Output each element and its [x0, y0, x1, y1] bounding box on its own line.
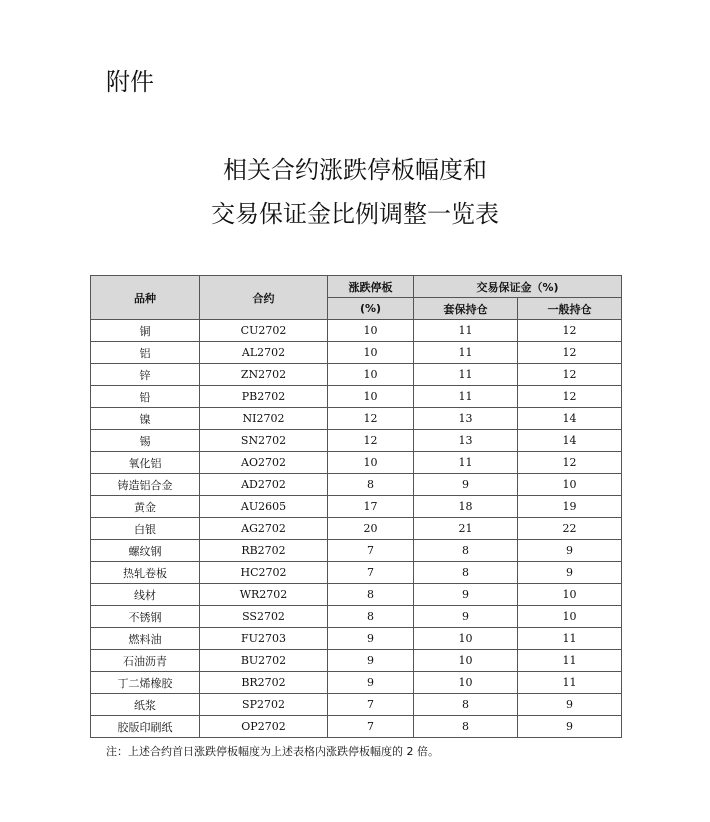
- header-margin: 交易保证金（%): [414, 276, 622, 298]
- cell-contract: SP2702: [200, 694, 328, 716]
- cell-limit: 10: [328, 320, 414, 342]
- table-row: [91, 716, 622, 738]
- cell-limit: 10: [328, 364, 414, 386]
- cell-contract: RB2702: [200, 540, 328, 562]
- table-row: [91, 518, 622, 540]
- header-contract: 合约: [200, 276, 328, 320]
- footnote: 注：上述合约首日涨跌停板幅度为上述表格内涨跌停板幅度的 2 倍。: [106, 745, 439, 758]
- cell-general-margin: 10: [518, 474, 622, 496]
- cell-limit: 12: [328, 430, 414, 452]
- cell-hedge-margin: 9: [414, 606, 518, 628]
- cell-general-margin: 9: [518, 716, 622, 738]
- table-row: [91, 452, 622, 474]
- cell-contract: SS2702: [200, 606, 328, 628]
- cell-hedge-margin: 11: [414, 342, 518, 364]
- table-row: [91, 606, 622, 628]
- cell-contract: BU2702: [200, 650, 328, 672]
- cell-variety: 丁二烯橡胶: [91, 672, 200, 694]
- header-limit: 涨跌停板: [328, 276, 414, 298]
- header-hedge: 套保持仓: [414, 298, 518, 320]
- cell-variety: 石油沥青: [91, 650, 200, 672]
- cell-variety: 铜: [91, 320, 200, 342]
- cell-contract: NI2702: [200, 408, 328, 430]
- table-row: [91, 474, 622, 496]
- cell-variety: 燃料油: [91, 628, 200, 650]
- cell-variety: 铸造铝合金: [91, 474, 200, 496]
- cell-limit: 8: [328, 606, 414, 628]
- cell-general-margin: 14: [518, 408, 622, 430]
- cell-variety: 锡: [91, 430, 200, 452]
- table-row: [91, 408, 622, 430]
- table-row: [91, 496, 622, 518]
- header-variety: 品种: [91, 276, 200, 320]
- cell-general-margin: 12: [518, 452, 622, 474]
- cell-contract: AD2702: [200, 474, 328, 496]
- cell-limit: 17: [328, 496, 414, 518]
- cell-general-margin: 11: [518, 628, 622, 650]
- table-row: [91, 540, 622, 562]
- cell-variety: 铅: [91, 386, 200, 408]
- cell-limit: 10: [328, 386, 414, 408]
- adjustment-table: [90, 275, 622, 738]
- cell-hedge-margin: 18: [414, 496, 518, 518]
- cell-hedge-margin: 9: [414, 474, 518, 496]
- cell-hedge-margin: 8: [414, 540, 518, 562]
- table-row: [91, 650, 622, 672]
- cell-general-margin: 12: [518, 386, 622, 408]
- cell-variety: 镍: [91, 408, 200, 430]
- cell-variety: 纸浆: [91, 694, 200, 716]
- cell-contract: AL2702: [200, 342, 328, 364]
- cell-general-margin: 10: [518, 606, 622, 628]
- table-row: [91, 584, 622, 606]
- cell-general-margin: 22: [518, 518, 622, 540]
- cell-variety: 氧化铝: [91, 452, 200, 474]
- attachment-label: 附件: [106, 68, 154, 96]
- cell-hedge-margin: 10: [414, 672, 518, 694]
- cell-contract: OP2702: [200, 716, 328, 738]
- cell-hedge-margin: 9: [414, 584, 518, 606]
- cell-hedge-margin: 8: [414, 694, 518, 716]
- cell-general-margin: 12: [518, 342, 622, 364]
- cell-general-margin: 10: [518, 584, 622, 606]
- cell-limit: 9: [328, 650, 414, 672]
- cell-limit: 8: [328, 474, 414, 496]
- cell-limit: 9: [328, 628, 414, 650]
- table-row: [91, 342, 622, 364]
- cell-limit: 9: [328, 672, 414, 694]
- table-row: [91, 430, 622, 452]
- table-row: [91, 694, 622, 716]
- cell-limit: 8: [328, 584, 414, 606]
- cell-contract: AO2702: [200, 452, 328, 474]
- cell-contract: CU2702: [200, 320, 328, 342]
- table-body: [91, 320, 622, 738]
- cell-general-margin: 9: [518, 562, 622, 584]
- table-row: [91, 672, 622, 694]
- cell-variety: 螺纹钢: [91, 540, 200, 562]
- document-title-line-1: 相关合约涨跌停板幅度和: [223, 156, 487, 184]
- cell-general-margin: 12: [518, 364, 622, 386]
- cell-general-margin: 14: [518, 430, 622, 452]
- cell-contract: PB2702: [200, 386, 328, 408]
- cell-hedge-margin: 11: [414, 320, 518, 342]
- cell-contract: HC2702: [200, 562, 328, 584]
- cell-hedge-margin: 8: [414, 562, 518, 584]
- table-row: [91, 364, 622, 386]
- cell-limit: 12: [328, 408, 414, 430]
- cell-general-margin: 11: [518, 650, 622, 672]
- cell-limit: 7: [328, 694, 414, 716]
- header-general: 一般持仓: [518, 298, 622, 320]
- cell-contract: FU2703: [200, 628, 328, 650]
- cell-variety: 不锈钢: [91, 606, 200, 628]
- cell-limit: 7: [328, 716, 414, 738]
- cell-variety: 白银: [91, 518, 200, 540]
- cell-general-margin: 9: [518, 540, 622, 562]
- cell-limit: 10: [328, 452, 414, 474]
- cell-contract: AU2605: [200, 496, 328, 518]
- cell-limit: 7: [328, 540, 414, 562]
- cell-limit: 10: [328, 342, 414, 364]
- table-row: [91, 628, 622, 650]
- cell-contract: WR2702: [200, 584, 328, 606]
- cell-hedge-margin: 13: [414, 408, 518, 430]
- table-row: [91, 386, 622, 408]
- cell-general-margin: 12: [518, 320, 622, 342]
- cell-hedge-margin: 11: [414, 452, 518, 474]
- cell-general-margin: 9: [518, 694, 622, 716]
- cell-general-margin: 11: [518, 672, 622, 694]
- table-row: [91, 320, 622, 342]
- cell-general-margin: 19: [518, 496, 622, 518]
- cell-variety: 铝: [91, 342, 200, 364]
- cell-variety: 黄金: [91, 496, 200, 518]
- cell-variety: 线材: [91, 584, 200, 606]
- table-row: [91, 562, 622, 584]
- cell-hedge-margin: 13: [414, 430, 518, 452]
- cell-hedge-margin: 10: [414, 628, 518, 650]
- cell-hedge-margin: 11: [414, 364, 518, 386]
- cell-contract: SN2702: [200, 430, 328, 452]
- cell-hedge-margin: 11: [414, 386, 518, 408]
- table-header: [91, 276, 622, 320]
- cell-variety: 胶版印刷纸: [91, 716, 200, 738]
- cell-contract: BR2702: [200, 672, 328, 694]
- cell-hedge-margin: 8: [414, 716, 518, 738]
- cell-hedge-margin: 21: [414, 518, 518, 540]
- cell-variety: 锌: [91, 364, 200, 386]
- header-limit-unit: (%): [328, 298, 414, 320]
- cell-limit: 7: [328, 562, 414, 584]
- document-title-line-2: 交易保证金比例调整一览表: [211, 200, 499, 228]
- cell-variety: 热轧卷板: [91, 562, 200, 584]
- cell-hedge-margin: 10: [414, 650, 518, 672]
- cell-contract: ZN2702: [200, 364, 328, 386]
- cell-limit: 20: [328, 518, 414, 540]
- cell-contract: AG2702: [200, 518, 328, 540]
